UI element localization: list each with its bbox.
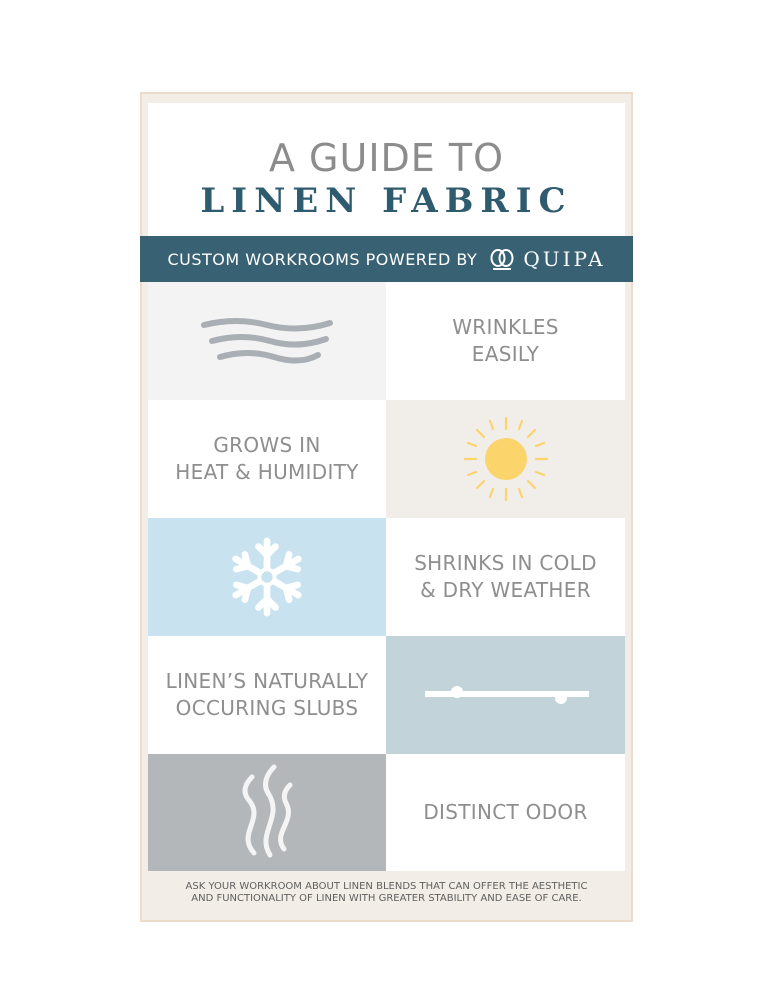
tile-natural-slubs	[148, 636, 386, 754]
sun-icon	[463, 416, 549, 502]
snowflake-icon	[227, 535, 307, 619]
tile-snowflake-icon	[148, 518, 386, 636]
slub-thread-icon	[421, 680, 591, 710]
tile-sun-icon	[386, 400, 625, 518]
tile-label: LINEN’S NATURALLY OCCURING SLUBS	[165, 669, 369, 720]
tile-shrinks-cold	[386, 518, 625, 636]
tile-distinct-odor	[386, 754, 625, 871]
feature-grid	[148, 282, 625, 871]
brand	[489, 247, 605, 271]
title-line-1: A GUIDE TO	[268, 136, 504, 180]
tile-slub-icon	[386, 636, 625, 754]
tile-label: WRINKLES EASILY	[452, 315, 559, 366]
banner-text: CUSTOM WORKROOMS POWERED BY	[167, 249, 478, 269]
tile-heat-humidity	[148, 400, 386, 518]
tile-label: DISTINCT ODOR	[423, 800, 588, 824]
brand-banner	[140, 236, 633, 282]
quipa-logo-icon	[489, 248, 515, 270]
tile-label: SHRINKS IN COLD & DRY WEATHER	[414, 551, 597, 602]
wrinkle-waves-icon	[200, 316, 334, 366]
odor-steam-icon	[232, 763, 302, 863]
title-line-2: LINEN FABRIC	[200, 181, 573, 221]
tile-odor-icon	[148, 754, 386, 871]
tile-wrinkles-easily	[386, 282, 625, 400]
tile-wrinkle-icon	[148, 282, 386, 400]
footer-note: ASK YOUR WORKROOM ABOUT LINEN BLENDS THAT CAN OFFER THE AESTHETIC AND FUNCTIONALITY OF LINEN WITH GREATER STABILITY AND EASE OF CARE.	[185, 881, 588, 904]
brand-name: QUIPA	[523, 247, 606, 271]
tile-label: GROWS IN HEAT & HUMIDITY	[175, 433, 359, 484]
